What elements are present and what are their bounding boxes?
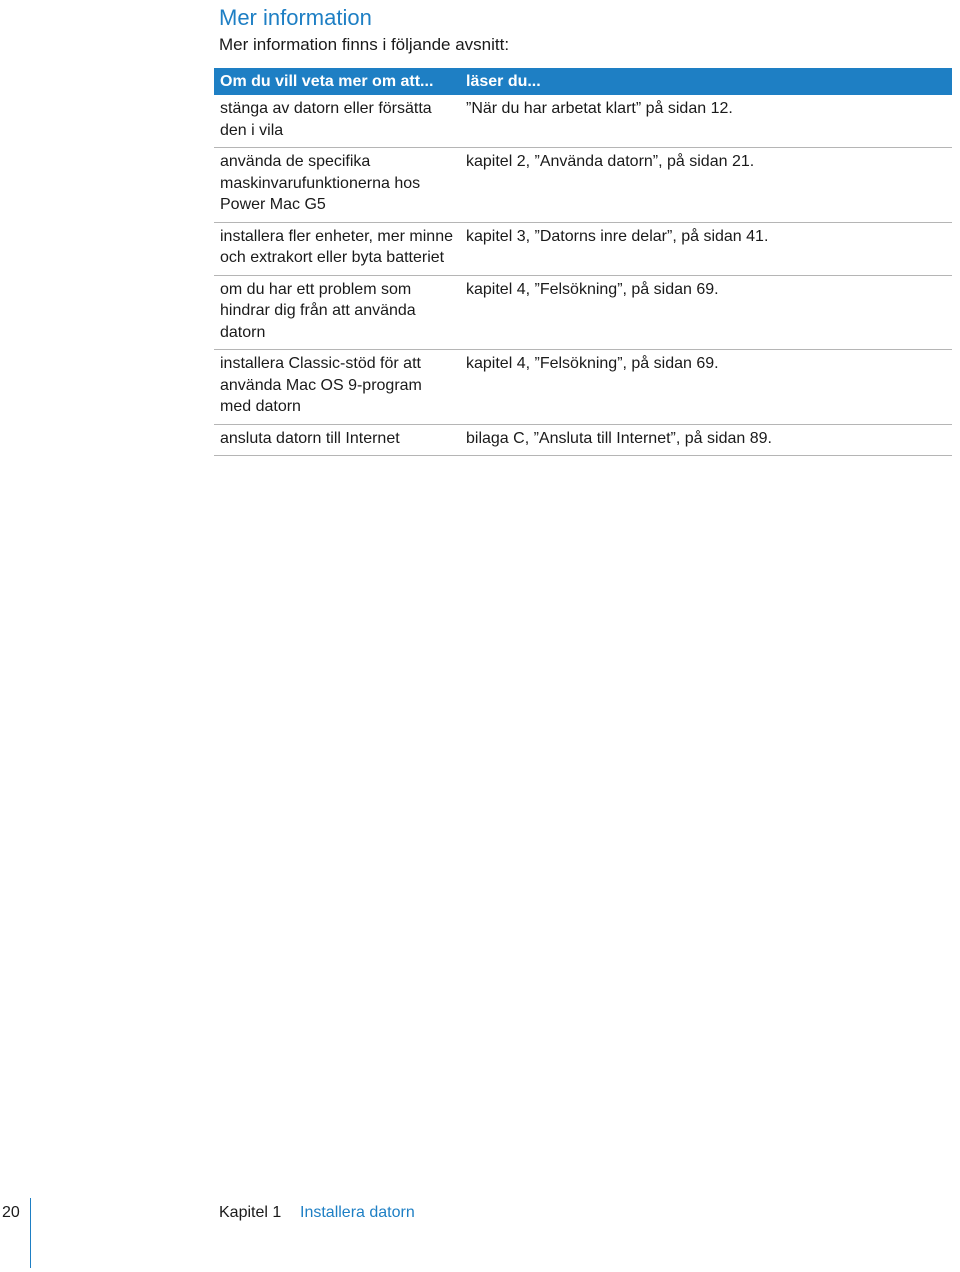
footer-divider (30, 1198, 31, 1268)
table-row (214, 350, 952, 425)
topic-cell: installera Classic-stöd för att använda Mac OS 9-program med datorn (214, 350, 460, 425)
table-row (214, 95, 952, 148)
footer-chapter-label: Kapitel 1 (219, 1204, 282, 1221)
table-row (214, 275, 952, 350)
topic-cell: om du har ett problem som hindrar dig från att använda datorn (214, 275, 460, 350)
reference-cell: bilaga C, ”Ansluta till Internet”, på sidan 89. (460, 424, 952, 456)
table-row (214, 424, 952, 456)
page-number: 20 (2, 1204, 20, 1221)
reference-cell: kapitel 2, ”Använda datorn”, på sidan 21. (460, 148, 952, 223)
column-header-topic: Om du vill veta mer om att... (214, 68, 460, 95)
topic-cell: använda de specifika maskinvarufunktionerna hos Power Mac G5 (214, 148, 460, 223)
topic-cell: installera fler enheter, mer minne och extrakort eller byta batteriet (214, 222, 460, 275)
section-intro: Mer information finns i följande avsnitt: (219, 35, 510, 54)
table-row (214, 222, 952, 275)
table-header-row (214, 68, 952, 95)
column-header-reference: läser du... (460, 68, 952, 95)
topic-cell: ansluta datorn till Internet (214, 424, 460, 456)
topic-cell: stänga av datorn eller försätta den i vila (214, 95, 460, 148)
table-row (214, 148, 952, 223)
reference-cell: kapitel 4, ”Felsökning”, på sidan 69. (460, 275, 952, 350)
reference-cell: kapitel 4, ”Felsökning”, på sidan 69. (460, 350, 952, 425)
footer-chapter-title: Installera datorn (300, 1204, 415, 1221)
reference-cell: ”När du har arbetat klart” på sidan 12. (460, 95, 952, 148)
reference-cell: kapitel 3, ”Datorns inre delar”, på sidan 41. (460, 222, 952, 275)
section-title: Mer information (219, 5, 372, 30)
info-table (214, 68, 952, 456)
